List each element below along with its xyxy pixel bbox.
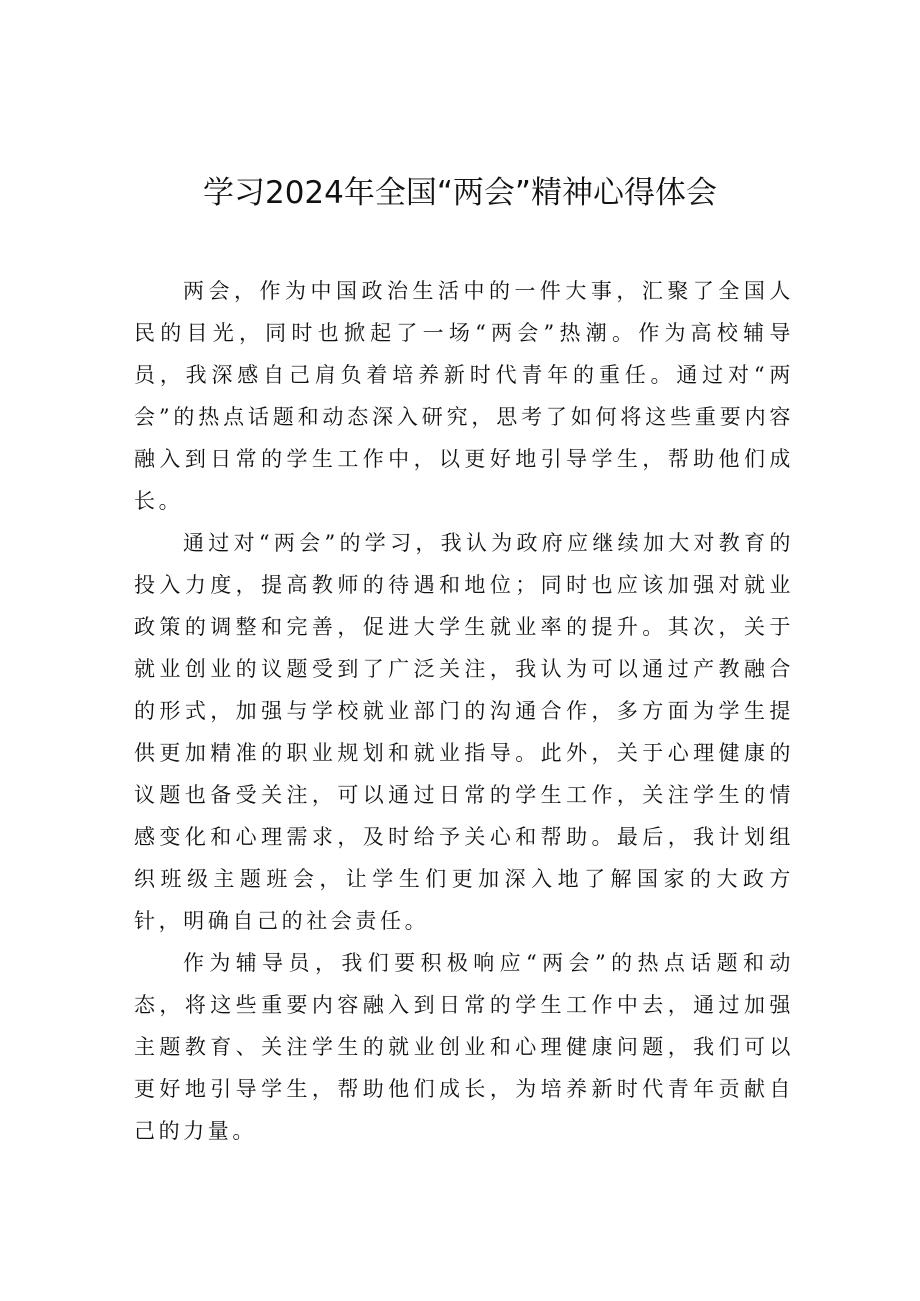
- paragraph-3: 作为辅导员，我们要积极响应“两会”的热点话题和动态，将这些重要内容融入到日常的学生工作中去，通过加强主题教育、关注学生的就业创业和心理健康问题，我们可以更好地引导学生，帮助他们成长，为培养新时代青年贡献自己的力量。: [134, 951, 794, 1143]
- paragraph-1: 两会，作为中国政治生活中的一件大事，汇聚了全国人民的目光，同时也掀起了一场“两会”热潮。作为高校辅导员，我深感自己肩负着培养新时代青年的重任。通过对“两会”的热点话题和动态深入研究，思考了如何将这些重要内容融入到日常的学生工作中，以更好地引导学生，帮助他们成长。: [134, 279, 794, 513]
- paragraph-2: 通过对“两会”的学习，我认为政府应继续加大对教育的投入力度，提高教师的待遇和地位；同时也应该加强对就业政策的调整和完善，促进大学生就业率的提升。其次，关于就业创业的议题受到了广泛关注，我认为可以通过产教融合的形式，加强与学校就业部门的沟通合作，多方面为学生提供更加精准的职业规划和就业指导。此外，关于心理健康的议题也备受关注，可以通过日常的学生工作，关注学生的情感变化和心理需求，及时给予关心和帮助。最后，我计划组织班级主题班会，让学生们更加深入地了解国家的大政方针，明确自己的社会责任。: [134, 531, 794, 933]
- document-body: [134, 270, 794, 1152]
- document-title: 学习2024年全国“两会”精神心得体会: [202, 175, 717, 211]
